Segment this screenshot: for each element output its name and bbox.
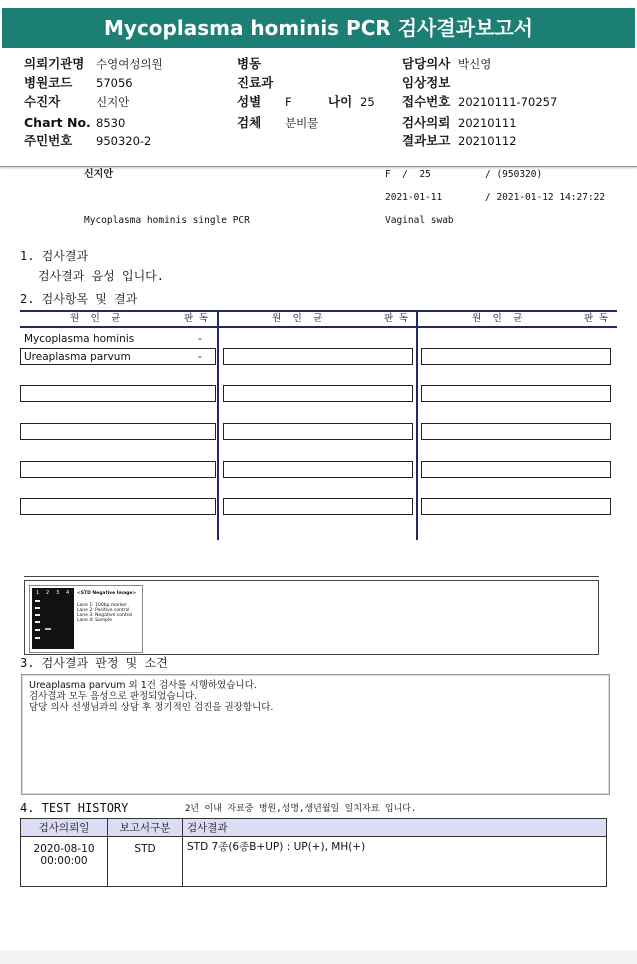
history-time: 00:00:00 <box>40 855 88 867</box>
gel-title: <STD Negative Image> <box>77 591 137 596</box>
value-chart-no: 8530 <box>96 116 126 130</box>
section1-text: 검사결과 음성 입니다. <box>38 269 165 283</box>
history-date: 2020-08-10 <box>33 843 95 855</box>
section3-title: 3. 검사결과 판정 및 소견 <box>20 656 168 670</box>
result-cell <box>20 498 216 515</box>
value-doctor: 박신영 <box>458 57 492 71</box>
row-pathogen-name: Mycoplasma hominis <box>24 333 135 345</box>
header-pathogen-3: 원 인 균 <box>472 313 523 324</box>
label-doctor: 담당의사 <box>402 56 451 71</box>
row-pathogen-name: Ureaplasma parvum <box>24 351 131 363</box>
gel-band <box>35 629 40 631</box>
gel-legend-line: Lane 1: 100bp marker <box>77 603 127 608</box>
label-chart-no: Chart No. <box>24 115 91 130</box>
gel-lane-number: 4 <box>66 590 70 596</box>
gel-image <box>29 585 143 653</box>
result-cell <box>20 461 216 478</box>
history-col-result: 검사결과 <box>183 819 607 837</box>
header-result-1: 판 독 <box>184 313 209 324</box>
header-pathogen-1: 원 인 균 <box>70 313 121 324</box>
history-type: STD <box>108 837 183 887</box>
label-sex: 성별 <box>237 94 262 109</box>
gel-band <box>35 621 40 623</box>
result-cell <box>223 348 413 365</box>
label-specimen: 검체 <box>237 115 262 130</box>
section4-title: 4. TEST HISTORY <box>20 801 129 815</box>
gel-legend-line: Lane 2: Positive control <box>77 608 130 613</box>
summary-specimen: Vaginal swab <box>385 215 454 226</box>
result-cell <box>20 423 216 440</box>
gel-legend-line: Lane 4: Sample <box>77 618 112 623</box>
section1-title: 1. 검사결과 <box>20 249 89 263</box>
result-cell <box>223 423 413 440</box>
label-resident-no: 주민번호 <box>24 133 73 148</box>
result-cell <box>421 348 611 365</box>
value-age: 25 <box>360 95 375 109</box>
report-title: Mycoplasma hominis PCR 검사결과보고서 <box>2 8 635 48</box>
table-divider-2 <box>416 310 418 540</box>
row-pathogen-result: - <box>198 351 202 363</box>
summary-name: 신지안 <box>84 169 113 180</box>
label-patient: 수진자 <box>24 94 61 109</box>
history-table <box>20 818 607 887</box>
label-request-date: 검사의뢰 <box>402 115 451 130</box>
finding-line: 담당 의사 선생님과의 상담 후 정기적인 검진을 권장합니다. <box>29 702 274 713</box>
gel-band <box>35 607 40 609</box>
header-result-2: 판 독 <box>384 313 409 324</box>
gel-legend-line: Lane 3: Negative control <box>77 613 133 618</box>
header-result-3: 판 독 <box>584 313 609 324</box>
history-col-date: 검사의뢰일 <box>21 819 108 837</box>
value-institution: 수영여성의원 <box>96 57 163 71</box>
table-divider-1 <box>217 310 219 540</box>
table-header-rule <box>20 326 617 328</box>
summary-date-reported: / 2021-01-12 14:27:22 <box>485 192 606 203</box>
finding-line: 검사결과 모두 음성으로 판정되었습니다. <box>29 691 198 702</box>
section4-note: 2년 이내 자료중 병원,성명,생년월일 일치자료 입니다. <box>185 804 417 814</box>
label-institution: 의뢰기관명 <box>24 56 85 71</box>
value-specimen: 분비물 <box>285 116 319 130</box>
gel-lane-number: 2 <box>46 590 50 596</box>
gel-lane-number: 3 <box>56 590 60 596</box>
result-cell <box>20 385 216 402</box>
label-department: 진료과 <box>237 75 274 90</box>
value-patient: 신지안 <box>96 95 130 109</box>
result-cell <box>421 498 611 515</box>
report-header <box>0 52 637 167</box>
result-cell <box>421 385 611 402</box>
result-cell <box>421 423 611 440</box>
gel-photo <box>32 588 74 649</box>
label-hospital-code: 병원코드 <box>24 75 73 90</box>
result-cell <box>223 385 413 402</box>
value-sex: F <box>285 95 292 109</box>
label-ward: 병동 <box>237 56 262 71</box>
value-accession-no: 20210111-70257 <box>458 95 558 109</box>
gel-band <box>35 600 40 602</box>
value-hospital-code: 57056 <box>96 76 133 90</box>
history-col-type: 보고서구분 <box>108 819 183 837</box>
result-cell <box>223 461 413 478</box>
value-report-date: 20210112 <box>458 134 517 148</box>
summary-sex-age: F / 25 <box>385 169 431 180</box>
gel-lane-number: 1 <box>36 590 40 596</box>
history-result: STD 7종(6종B+UP) : UP(+), MH(+) <box>183 837 607 887</box>
summary-test-name: Mycoplasma hominis single PCR <box>84 215 250 226</box>
label-age: 나이 <box>328 94 353 109</box>
gel-band <box>35 637 40 639</box>
result-cell <box>421 461 611 478</box>
label-accession-no: 접수번호 <box>402 94 451 109</box>
history-row <box>21 837 607 887</box>
value-request-date: 20210111 <box>458 116 517 130</box>
row-pathogen-result: - <box>198 333 202 345</box>
history-date-cell <box>21 837 108 887</box>
gel-top-rule <box>24 576 599 577</box>
finding-line: Ureaplasma parvum 외 1건 검사를 시행하였습니다. <box>29 680 257 691</box>
summary-date-received: 2021-01-11 <box>385 192 443 203</box>
findings-box <box>21 674 610 795</box>
summary-birth: / (950320) <box>485 169 543 180</box>
label-report-date: 결과보고 <box>402 133 451 148</box>
value-resident-no: 950320-2 <box>96 134 152 148</box>
gel-band <box>45 628 51 630</box>
header-pathogen-2: 원 인 균 <box>272 313 323 324</box>
section2-title: 2. 검사항목 및 결과 <box>20 292 138 306</box>
gel-band <box>35 614 40 616</box>
label-clinical-info: 임상정보 <box>402 75 451 90</box>
result-cell <box>223 498 413 515</box>
